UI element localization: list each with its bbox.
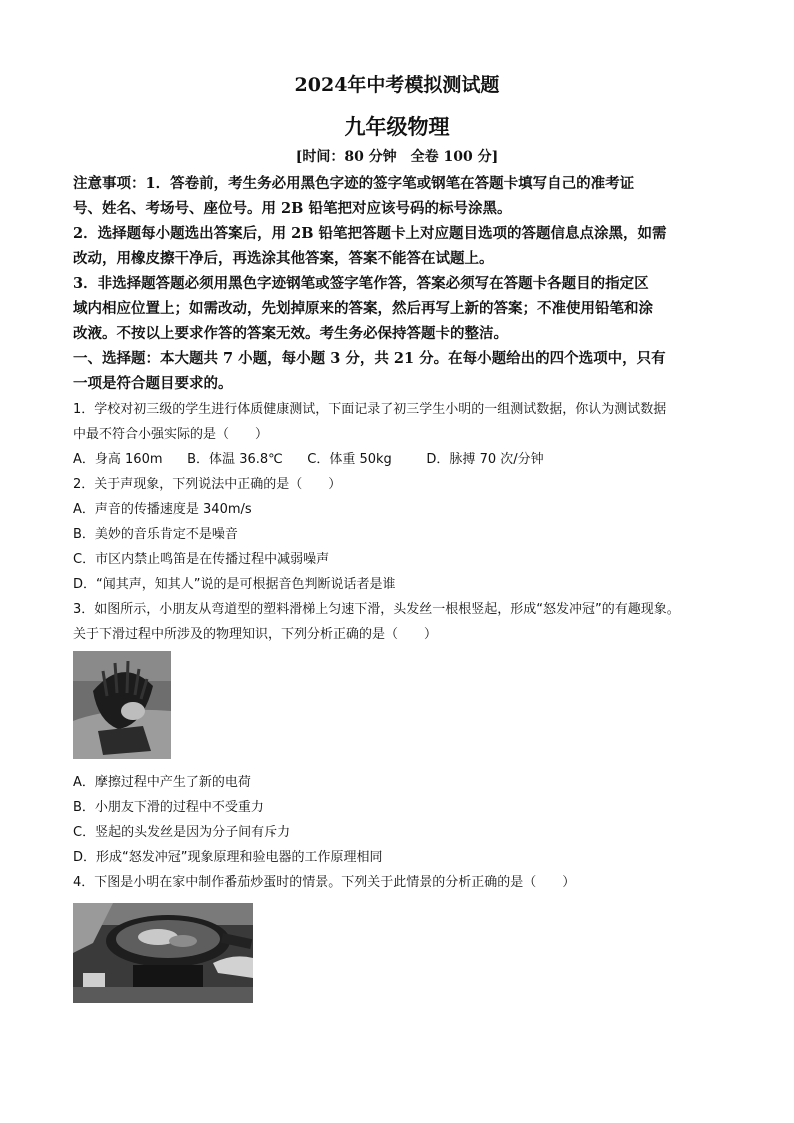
question-3-stem: 3．如图所示，小朋友从弯道型的塑料滑梯上匀速下滑，头发丝一根根竖起，形成“怒发冲冠”的有趣现象。: [73, 602, 680, 617]
exam-time-info: [时间：80 分钟 全卷 100 分]: [295, 149, 499, 165]
question-4-stem: 4．下图是小明在家中制作番茄炒蛋时的情景。下列关于此情景的分析正确的是（ ）: [73, 875, 576, 890]
slide-hair-photo-graphic: [73, 651, 171, 759]
question-1-stem: 中最不符合小强实际的是（ ）: [73, 427, 269, 442]
notice-line: 注意事项：1．答卷前，考生务必用黑色字迹的签字笔或钢笔在答题卡填写自己的准考证: [73, 175, 635, 192]
question-1-option-b: B．体温 36.8℃: [187, 452, 283, 467]
notice-line: 域内相应位置上；如需改动，先划掉原来的答案，然后再写上新的答案；不准使用铅笔和涂: [73, 300, 653, 317]
section-heading: 一、选择题：本大题共 7 小题，每小题 3 分，共 21 分。在每小题给出的四个选项中，只有: [73, 350, 666, 367]
notice-line: 3．非选择题答题必须用黑色字迹钢笔或签字笔作答，答案必须写在答题卡各题目的指定区: [73, 275, 649, 292]
notice-line: 号、姓名、考场号、座位号。用 2B 铅笔把对应该号码的标号涂黑。: [73, 200, 512, 217]
question-3-option-d: D．形成“怒发冲冠”现象原理和验电器的工作原理相同: [73, 850, 383, 865]
exam-title: 2024年中考模拟测试题: [294, 74, 500, 96]
question-1-option-a: A．身高 160m: [73, 452, 163, 467]
cooking-photo: [73, 903, 253, 1003]
question-3-stem: 关于下滑过程中所涉及的物理知识，下列分析正确的是（ ）: [73, 627, 438, 642]
question-1-option-c: C．体重 50kg: [307, 452, 392, 467]
question-2-option-d: D．“闻其声，知其人”说的是可根据音色判断说话者是谁: [73, 577, 396, 592]
cooking-photo-graphic: [73, 903, 253, 1003]
question-3-option-a: A．摩擦过程中产生了新的电荷: [73, 775, 251, 790]
section-heading: 一项是符合题目要求的。: [73, 375, 233, 392]
slide-hair-photo: [73, 651, 171, 759]
exam-subject: 九年级物理: [344, 114, 450, 139]
question-2-stem: 2．关于声现象，下列说法中正确的是（ ）: [73, 477, 342, 492]
question-3-option-c: C．竖起的头发丝是因为分子间有斥力: [73, 825, 291, 840]
question-1-option-d: D．脉搏 70 次/分钟: [426, 452, 544, 467]
question-1-stem: 1．学校对初三级的学生进行体质健康测试，下面记录了初三学生小明的一组测试数据，你认为测试数据: [73, 402, 667, 417]
question-2-option-a: A．声音的传播速度是 340m/s: [73, 502, 252, 517]
question-3-option-b: B．小朋友下滑的过程中不受重力: [73, 800, 264, 815]
notice-line: 改动，用橡皮擦干净后，再选涂其他答案，答案不能答在试题上。: [73, 250, 494, 267]
question-1-options: [73, 448, 544, 467]
question-2-option-c: C．市区内禁止鸣笛是在传播过程中减弱噪声: [73, 552, 330, 567]
question-2-option-b: B．美妙的音乐肯定不是噪音: [73, 527, 238, 542]
notice-line: 改液。不按以上要求作答的答案无效。考生务必保持答题卡的整洁。: [73, 325, 508, 342]
notice-line: 2．选择题每小题选出答案后，用 2B 铅笔把答题卡上对应题目选项的答题信息点涂黑，如需: [73, 225, 667, 242]
